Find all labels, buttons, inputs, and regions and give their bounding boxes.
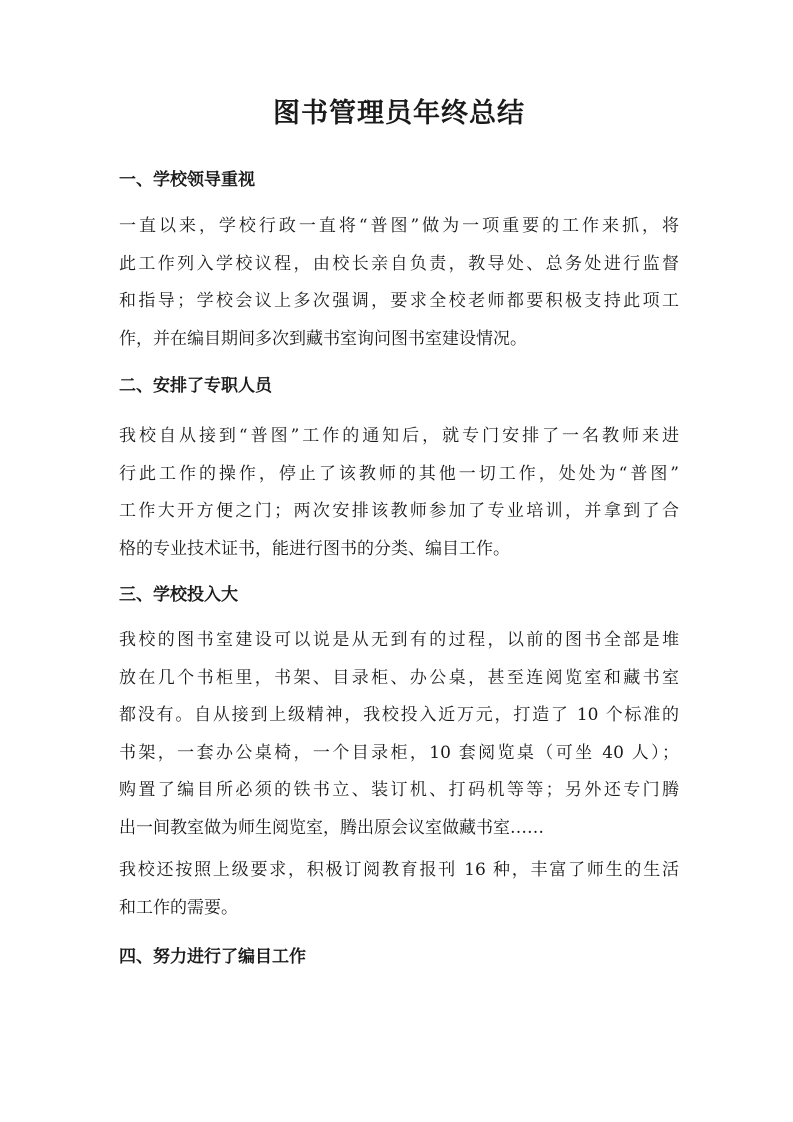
paragraph-line: 都没有。自从接到上级精神，我校投入近万元，打造了 10 个标准的 [119,705,679,725]
paragraph-line: 一直以来，学校行政一直将“普图”做为一项重要的工作来抓，将 [119,216,679,236]
paragraph [119,852,679,927]
paragraph [119,622,679,847]
paragraph-line: 此工作列入学校议程，由校长亲自负责，教导处、总务处进行监督 [119,253,679,274]
paragraph-line: 作，并在编目期间多次到藏书室询问图书室建设情况。 [119,328,527,349]
document-page [119,0,679,1122]
section-heading: 四、努力进行了编目工作 [119,947,306,967]
paragraph-line: 格的专业技术证书，能进行图书的分类、编目工作。 [119,538,510,559]
paragraph-line: 和工作的需要。 [119,897,238,918]
paragraph-line: 我校自从接到“普图”工作的通知后，就专门安排了一名教师来进 [119,426,679,446]
paragraph [119,418,679,568]
paragraph [119,208,679,358]
paragraph-line: 我校的图书室建设可以说是从无到有的过程，以前的图书全部是堆 [119,630,679,650]
paragraph-line: 购置了编目所必须的铁书立、装订机、打码机等等；另外还专门腾 [119,780,679,800]
section-heading: 三、学校投入大 [119,585,238,605]
section-heading: 二、安排了专职人员 [119,376,272,396]
paragraph-line: 放在几个书柜里，书架、目录柜、办公桌，甚至连阅览室和藏书室 [119,667,679,688]
section-heading: 一、学校领导重视 [119,170,255,190]
paragraph-line: 行此工作的操作，停止了该教师的其他一切工作，处处为“普图” [119,463,679,484]
paragraph-line: 书架，一套办公桌椅，一个目录柜，10 套阅览桌（可坐 40 人）； [119,742,679,763]
paragraph-line: 出一间教室做为师生阅览室，腾出原会议室做藏书室…… [119,817,544,838]
document-title: 图书管理员年终总结 [273,98,525,129]
paragraph-line: 工作大开方便之门；两次安排该教师参加了专业培训，并拿到了合 [119,501,679,521]
paragraph-line: 和指导；学校会议上多次强调，要求全校老师都要积极支持此项工 [119,291,679,311]
paragraph-line: 我校还按照上级要求，积极订阅教育报刊 16 种，丰富了师生的生活 [119,860,679,880]
